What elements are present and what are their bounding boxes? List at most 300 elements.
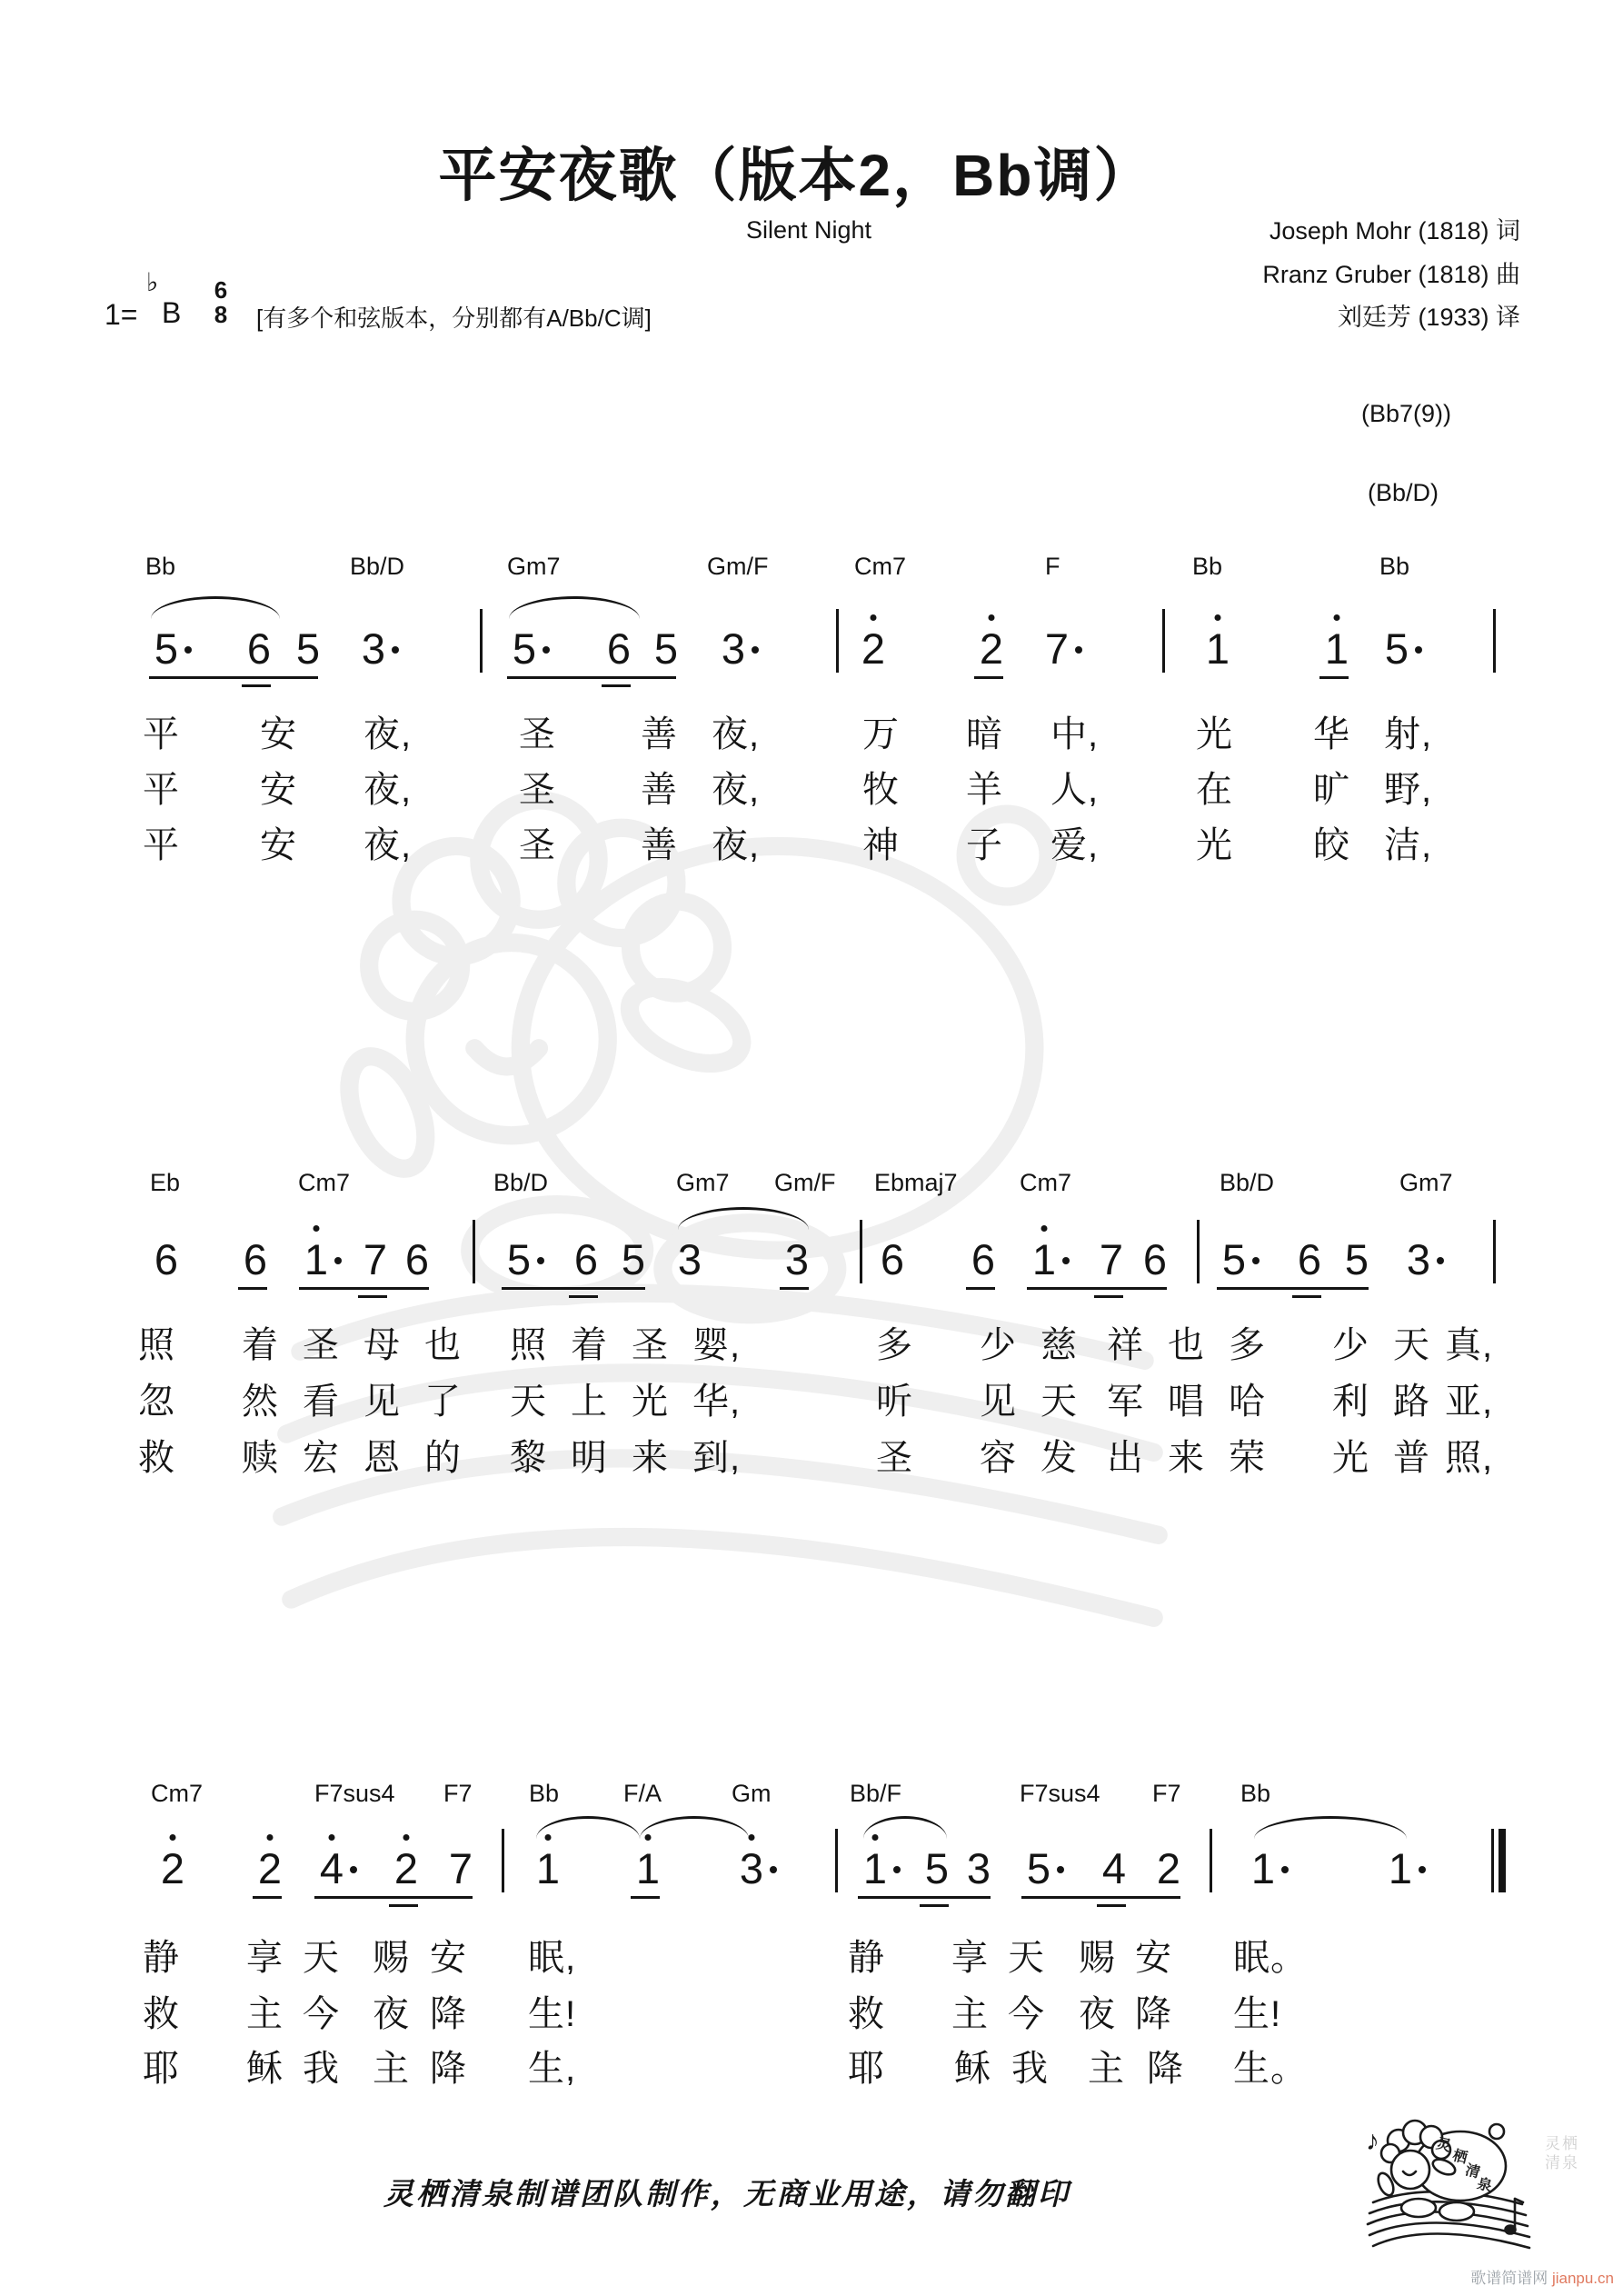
logo-character: 灵: [1434, 2136, 1453, 2155]
beam-underline: [974, 676, 1003, 679]
note-digit: 7: [1099, 1235, 1124, 1283]
lyric-syllable: 旷: [1313, 770, 1350, 810]
lyric-syllable: 救: [143, 1994, 180, 2034]
note-digit: 5: [1221, 1235, 1247, 1283]
time-signature: [205, 278, 236, 328]
lyric-syllable: 平: [143, 825, 180, 865]
note: [393, 1844, 420, 1892]
lyric-syllable: 夜,: [712, 825, 761, 865]
octave-dot: [989, 614, 995, 621]
note-digit: 7: [363, 1235, 388, 1283]
beam-underline: [1217, 1287, 1369, 1290]
slur-arc: [863, 1816, 947, 1839]
lyric-syllable: 洁,: [1384, 825, 1433, 865]
note: [861, 1844, 889, 1892]
lyric-syllable: 生。: [1233, 2049, 1308, 2089]
duration-dot: [1437, 1257, 1444, 1264]
lyric-syllable: 少: [1332, 1325, 1369, 1365]
intro-chord-label: (Bb/D): [1368, 479, 1439, 506]
lyric-syllable: 安: [260, 714, 297, 754]
beam-underline: [631, 1896, 660, 1899]
duration-dot: [1252, 1257, 1260, 1264]
octave-dot: [329, 1834, 335, 1841]
logo-character: 泉: [1475, 2176, 1494, 2195]
note: [318, 1844, 345, 1892]
chord-label: Bb/F: [850, 1780, 902, 1807]
slur-arc: [640, 1816, 749, 1839]
note: [1220, 1235, 1248, 1283]
lyric-syllable: 母: [363, 1325, 401, 1365]
lyric-syllable: 黎: [510, 1438, 547, 1478]
lyric-syllable: 今: [303, 1994, 340, 2034]
note-digit: 7: [448, 1844, 473, 1892]
beam-underline: [507, 676, 676, 679]
note-digit: 2: [861, 624, 886, 673]
lyric-syllable: 生!: [1233, 1994, 1282, 2034]
note: [403, 1235, 431, 1283]
lyric-syllable: 善: [641, 770, 678, 810]
note-digit: 1: [1388, 1844, 1413, 1892]
chord-label: Gm/F: [707, 553, 769, 580]
note: [245, 624, 273, 673]
lyric-syllable: 眠。: [1233, 1938, 1308, 1978]
note-digit: 3: [721, 624, 746, 673]
lyric-syllable: 天: [1041, 1382, 1078, 1422]
octave-dot: [267, 1834, 274, 1841]
note: [1383, 624, 1410, 673]
lyric-syllable: 来: [632, 1438, 669, 1478]
note: [303, 1235, 330, 1283]
chord-label: F7: [443, 1780, 473, 1807]
note-digit: 6: [971, 1235, 996, 1283]
note: [1323, 624, 1350, 673]
slur-arc: [1254, 1816, 1407, 1839]
lyric-syllable: 了: [424, 1382, 462, 1422]
logo-side-text-line2: 清泉: [1545, 2154, 1579, 2172]
note-digit: 2: [979, 624, 1004, 673]
chord-label: Ebmaj7: [874, 1169, 958, 1196]
credit-translator: 刘廷芳 (1933) 译: [1337, 304, 1520, 331]
lyric-syllable: 享: [951, 1938, 989, 1978]
lyric-syllable: 见: [980, 1382, 1017, 1422]
note: [620, 1235, 647, 1283]
octave-dot: [314, 1225, 320, 1232]
beam-underline: [1094, 1295, 1123, 1298]
note-digit: 3: [966, 1844, 991, 1892]
credit-lyricist: Joseph Mohr (1818) 词: [1269, 217, 1520, 245]
note-digit: 2: [1156, 1844, 1181, 1892]
note-digit: 2: [257, 1844, 283, 1892]
note: [1155, 1844, 1182, 1892]
lyric-syllable: 听: [876, 1382, 913, 1422]
lyric-syllable: 安: [430, 1938, 467, 1978]
chord-label: Gm7: [676, 1169, 730, 1196]
note: [860, 624, 887, 673]
lyric-syllable: 皎: [1313, 825, 1350, 865]
note: [965, 1844, 992, 1892]
lyric-syllable: 圣: [632, 1325, 669, 1365]
lyric-syllable: 主: [246, 1994, 284, 2034]
lyric-syllable: 安: [1135, 1938, 1172, 1978]
note-digit: 3: [677, 1235, 702, 1283]
note-digit: 1: [862, 1844, 888, 1892]
duration-dot: [752, 646, 759, 654]
lyric-syllable: 羊: [966, 770, 1003, 810]
slur-arc: [509, 596, 640, 619]
lyric-syllable: 的: [424, 1438, 462, 1478]
beam-underline: [602, 684, 631, 687]
lyric-syllable: 看: [303, 1382, 340, 1422]
lyric-syllable: 主: [1088, 2049, 1125, 2089]
chord-label: Cm7: [854, 553, 907, 580]
music-note-icon: ♪: [1366, 2126, 1379, 2156]
note-digit: 6: [880, 1235, 905, 1283]
duration-dot: [350, 1866, 357, 1873]
octave-dot: [1215, 614, 1221, 621]
subtitle-english: Silent Night: [745, 216, 872, 244]
lyric-syllable: 稣: [246, 2049, 284, 2089]
lyric-syllable: 暗: [966, 714, 1003, 754]
octave-dot: [871, 614, 877, 621]
lyric-syllable: 出: [1107, 1438, 1144, 1478]
chord-label: Gm7: [507, 553, 561, 580]
note-digit: 5: [512, 624, 537, 673]
final-barline-thick: [1499, 1829, 1506, 1892]
lyric-syllable: 夜: [373, 1994, 410, 2034]
logo-character: 栖: [1450, 2148, 1469, 2167]
lyric-syllable: 利: [1332, 1382, 1369, 1422]
barline: [1162, 609, 1165, 673]
lyric-syllable: 赐: [373, 1938, 410, 1978]
lyric-syllable: 照: [138, 1325, 175, 1365]
note-digit: 5: [1384, 624, 1409, 673]
site-watermark-url: jianpu.cn: [1551, 2270, 1614, 2287]
note-digit: 1: [1031, 1235, 1057, 1283]
duration-dot: [1075, 646, 1082, 654]
note-digit: 5: [506, 1235, 532, 1283]
lyric-syllable: 主: [951, 1994, 989, 2034]
lyric-syllable: 安: [260, 770, 297, 810]
lyric-syllable: 善: [641, 714, 678, 754]
publisher-logo: [1359, 2113, 1549, 2268]
lyric-syllable: 子: [966, 825, 1003, 865]
note: [783, 1235, 811, 1283]
slur-arc: [151, 596, 280, 619]
lyric-syllable: 也: [1168, 1325, 1205, 1365]
note: [1343, 1235, 1370, 1283]
note-digit: 6: [1297, 1235, 1322, 1283]
lyric-syllable: 耶: [848, 2049, 885, 2089]
lyric-syllable: 圣: [876, 1438, 913, 1478]
lyric-syllable: 万: [862, 714, 900, 754]
note-digit: 1: [1205, 624, 1230, 673]
note: [1043, 624, 1070, 673]
slur-arc: [678, 1207, 809, 1230]
lyric-syllable: 祥: [1107, 1325, 1144, 1365]
beam-underline: [299, 1287, 429, 1290]
beam-underline: [1027, 1287, 1167, 1290]
lyric-syllable: 然: [242, 1382, 279, 1422]
note-digit: 5: [621, 1235, 646, 1283]
lyric-syllable: 人,: [1050, 770, 1100, 810]
note-digit: 3: [784, 1235, 810, 1283]
duration-dot: [770, 1866, 777, 1873]
lyric-syllable: 生!: [528, 1994, 577, 2034]
beam-underline: [358, 1295, 387, 1298]
chord-label: F: [1045, 553, 1060, 580]
note-digit: 1: [1250, 1844, 1276, 1892]
octave-dot: [1334, 614, 1340, 621]
chord-label: F7sus4: [314, 1780, 395, 1807]
chord-label: Bb: [1240, 1780, 1271, 1807]
note-digit: 6: [573, 1235, 599, 1283]
barline: [473, 1220, 475, 1283]
note: [153, 624, 180, 673]
note-digit: 5: [653, 624, 679, 673]
lyric-syllable: 天: [510, 1382, 547, 1422]
duration-dot: [1415, 646, 1422, 654]
note: [447, 1844, 474, 1892]
duration-dot: [1062, 1257, 1070, 1264]
duration-dot: [893, 1866, 901, 1873]
lyric-syllable: 耶: [143, 2049, 180, 2089]
lyric-syllable: 享: [246, 1938, 284, 1978]
note: [923, 1844, 951, 1892]
note-digit: 6: [1142, 1235, 1168, 1283]
chord-label: Bb/D: [350, 553, 405, 580]
lyric-syllable: 亚,: [1445, 1382, 1494, 1422]
note: [634, 1844, 662, 1892]
lyric-syllable: 安: [260, 825, 297, 865]
note-digit: 1: [535, 1844, 561, 1892]
lyric-syllable: 明: [571, 1438, 608, 1478]
note: [1100, 1844, 1128, 1892]
key-tonic: B: [162, 296, 182, 329]
note: [534, 1844, 562, 1892]
note: [978, 624, 1005, 673]
barline: [502, 1829, 504, 1892]
lyric-syllable: 眠,: [528, 1938, 577, 1978]
octave-dot: [749, 1834, 755, 1841]
note-digit: 3: [1406, 1235, 1431, 1283]
lyric-syllable: 圣: [519, 770, 556, 810]
key-signature-prefix: 1=: [105, 298, 138, 331]
beam-underline: [242, 684, 271, 687]
beam-underline: [1319, 676, 1349, 679]
lyric-syllable: 军: [1107, 1382, 1144, 1422]
lyric-syllable: 路: [1393, 1382, 1430, 1422]
time-signature-bottom: 8: [214, 301, 228, 329]
lyric-syllable: 我: [1011, 2049, 1049, 2089]
lyric-syllable: 华,: [692, 1382, 742, 1422]
note-digit: 6: [404, 1235, 430, 1283]
lyric-syllable: 光: [1196, 825, 1233, 865]
lyric-syllable: 在: [1196, 770, 1233, 810]
duration-dot: [1057, 1866, 1064, 1873]
lyric-syllable: 着: [571, 1325, 608, 1365]
note: [362, 1235, 389, 1283]
lyric-syllable: 圣: [519, 714, 556, 754]
lyric-syllable: 光: [1332, 1438, 1369, 1478]
note: [970, 1235, 997, 1283]
lyric-syllable: 见: [363, 1382, 401, 1422]
lyric-syllable: 圣: [303, 1325, 340, 1365]
chord-label: F7sus4: [1020, 1780, 1100, 1807]
lyric-syllable: 宏: [303, 1438, 340, 1478]
chord-label: Gm/F: [774, 1169, 836, 1196]
logo-side-text-line1: 灵栖: [1545, 2135, 1579, 2152]
footer-credit-text: 灵栖清泉制谱团队制作，无商业用途，请勿翻印: [383, 2176, 1070, 2211]
lyric-syllable: 圣: [519, 825, 556, 865]
lyric-syllable: 爱,: [1050, 825, 1100, 865]
note-digit: 1: [304, 1235, 329, 1283]
chord-label: Bb/D: [1220, 1169, 1275, 1196]
note: [294, 624, 322, 673]
note: [1387, 1844, 1414, 1892]
lyric-syllable: 平: [143, 770, 180, 810]
lyric-syllable: 光: [1196, 714, 1233, 754]
beam-underline: [149, 676, 318, 679]
lyric-syllable: 我: [303, 2049, 340, 2089]
lyric-syllable: 善: [641, 825, 678, 865]
key-annotation: [有多个和弦版本，分别都有A/Bb/C调]: [256, 304, 652, 332]
barline: [1197, 1220, 1200, 1283]
lyric-syllable: 到,: [692, 1438, 742, 1478]
lyric-syllable: 荣: [1229, 1438, 1266, 1478]
chord-label: F7: [1152, 1780, 1181, 1807]
beam-underline: [238, 1287, 267, 1290]
note: [360, 624, 387, 673]
note: [1405, 1235, 1432, 1283]
note-digit: 3: [739, 1844, 764, 1892]
note: [1098, 1235, 1125, 1283]
beam-underline: [780, 1287, 809, 1290]
chord-label: Cm7: [298, 1169, 351, 1196]
note: [242, 1235, 269, 1283]
octave-dot: [403, 1834, 410, 1841]
note-digit: 6: [154, 1235, 179, 1283]
note-digit: 7: [1044, 624, 1070, 673]
note: [1296, 1235, 1323, 1283]
duration-dot: [543, 646, 550, 654]
lyric-syllable: 夜,: [363, 714, 413, 754]
note-digit: 3: [361, 624, 386, 673]
slur-arc: [536, 1816, 640, 1839]
chord-label: Gm: [732, 1780, 772, 1807]
lyric-syllable: 赎: [242, 1438, 279, 1478]
beam-underline: [569, 1295, 598, 1298]
lyric-syllable: 来: [1168, 1438, 1205, 1478]
lyric-syllable: 多: [876, 1325, 913, 1365]
lyric-syllable: 救: [138, 1438, 175, 1478]
lyric-syllable: 真,: [1445, 1325, 1494, 1365]
note-digit: 5: [154, 624, 179, 673]
time-signature-top: 6: [214, 276, 228, 304]
duration-dot: [334, 1257, 342, 1264]
duration-dot: [1419, 1866, 1426, 1873]
lyric-syllable: 慈: [1041, 1325, 1078, 1365]
barline: [1493, 1220, 1496, 1283]
note: [652, 624, 680, 673]
lyric-syllable: 发: [1041, 1438, 1078, 1478]
intro-chord-label: (Bb7(9)): [1361, 400, 1452, 427]
logo-character: 清: [1463, 2162, 1482, 2181]
beam-underline: [253, 1896, 282, 1899]
site-watermark-name: 歌谱简谱网: [1470, 2270, 1548, 2287]
lyric-syllable: 牧: [862, 770, 900, 810]
barline: [860, 1220, 862, 1283]
lyric-syllable: 忽: [138, 1382, 175, 1422]
lyric-syllable: 少: [980, 1325, 1017, 1365]
barline: [835, 1829, 838, 1892]
lyric-syllable: 降: [430, 2049, 467, 2089]
note: [505, 1235, 533, 1283]
note-digit: 6: [246, 624, 272, 673]
chord-label: Bb: [529, 1780, 560, 1807]
note-digit: 5: [924, 1844, 950, 1892]
note: [738, 1844, 765, 1892]
beam-underline: [966, 1287, 995, 1290]
note: [879, 1235, 906, 1283]
note: [605, 624, 632, 673]
duration-dot: [184, 646, 192, 654]
note: [159, 1844, 186, 1892]
chord-label: Cm7: [1020, 1169, 1072, 1196]
lyric-syllable: 降: [430, 1994, 467, 2034]
beam-underline: [920, 1904, 949, 1907]
lyric-syllable: 野,: [1384, 770, 1433, 810]
beam-underline: [1097, 1904, 1126, 1907]
note: [511, 624, 538, 673]
note-digit: 4: [319, 1844, 344, 1892]
note: [676, 1235, 703, 1283]
chord-label: Gm7: [1399, 1169, 1453, 1196]
note-digit: 4: [1101, 1844, 1127, 1892]
chord-label: Bb: [145, 553, 176, 580]
lyric-syllable: 华: [1313, 714, 1350, 754]
lyric-syllable: 普: [1393, 1438, 1430, 1478]
flat-symbol: ♭: [146, 268, 159, 296]
note: [720, 624, 747, 673]
beam-underline: [1021, 1896, 1180, 1899]
credit-composer: Rranz Gruber (1818) 曲: [1262, 261, 1520, 288]
note: [256, 1844, 284, 1892]
lyric-syllable: 天: [1008, 1938, 1045, 1978]
barline: [1493, 609, 1496, 673]
note: [1250, 1844, 1277, 1892]
lyric-syllable: 稣: [954, 2049, 991, 2089]
lyric-syllable: 夜,: [363, 770, 413, 810]
note-digit: 5: [1026, 1844, 1051, 1892]
octave-dot: [1041, 1225, 1048, 1232]
lyric-syllable: 射,: [1384, 714, 1433, 754]
chord-label: Bb/D: [493, 1169, 549, 1196]
chord-label: Bb: [1192, 553, 1223, 580]
lyric-syllable: 天: [1393, 1325, 1430, 1365]
barline: [480, 609, 483, 673]
site-watermark: [1470, 2265, 1614, 2288]
lyric-syllable: 主: [373, 2049, 410, 2089]
note-digit: 1: [1324, 624, 1349, 673]
note: [1141, 1235, 1169, 1283]
page-title: 平安夜歌（版本2，Bb调）: [438, 143, 1154, 208]
beam-underline: [858, 1896, 991, 1899]
note: [1025, 1844, 1052, 1892]
note: [1031, 1235, 1058, 1283]
note-digit: 6: [243, 1235, 268, 1283]
duration-dot: [537, 1257, 544, 1264]
note: [573, 1235, 600, 1283]
